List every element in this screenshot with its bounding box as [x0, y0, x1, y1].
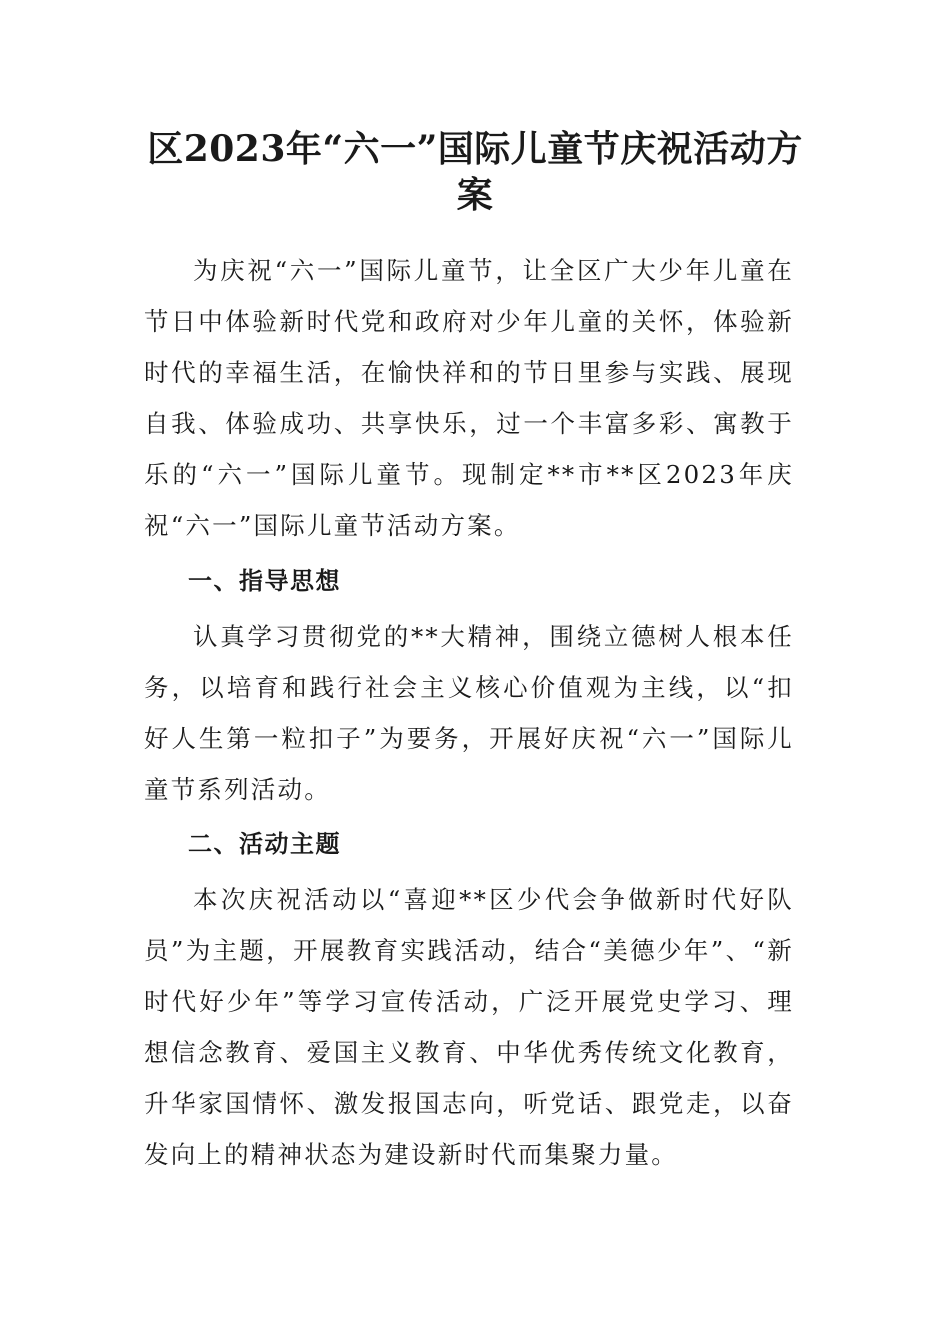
intro-paragraph: 为庆祝“六一”国际儿童节，让全区广大少年儿童在节日中体验新时代党和政府对少年儿童的关怀，体验新时代的幸福生活，在愉快祥和的节日里参与实践、展现自我、体验成功、共享快乐，过一个丰富多彩、寓教于乐的“六一”国际儿童节。现制定**市**区2023年庆祝“六一”国际儿童节活动方案。 [144, 256, 794, 540]
section-heading-guiding-ideology: 一、指导思想 [188, 567, 341, 595]
section-heading-activity-theme: 二、活动主题 [188, 830, 341, 858]
section-paragraph-guiding-ideology: 认真学习贯彻党的**大精神，围绕立德树人根本任务，以培育和践行社会主义核心价值观为主线，以“扣好人生第一粒扣子”为要务，开展好庆祝“六一”国际儿童节系列活动。 [144, 622, 794, 804]
section-paragraph-activity-theme: 本次庆祝活动以“喜迎**区少代会争做新时代好队员”为主题，开展教育实践活动，结合“美德少年”、“新时代好少年”等学习宣传活动，广泛开展党史学习、理想信念教育、爱国主义教育、中华优秀传统文化教育，升华家国情怀、激发报国志向，听党话、跟党走，以奋发向上的精神状态为建设新时代而集聚力量。 [144, 885, 794, 1169]
document-title: 区2023年“六一”国际儿童节庆祝活动方案 [147, 128, 803, 216]
